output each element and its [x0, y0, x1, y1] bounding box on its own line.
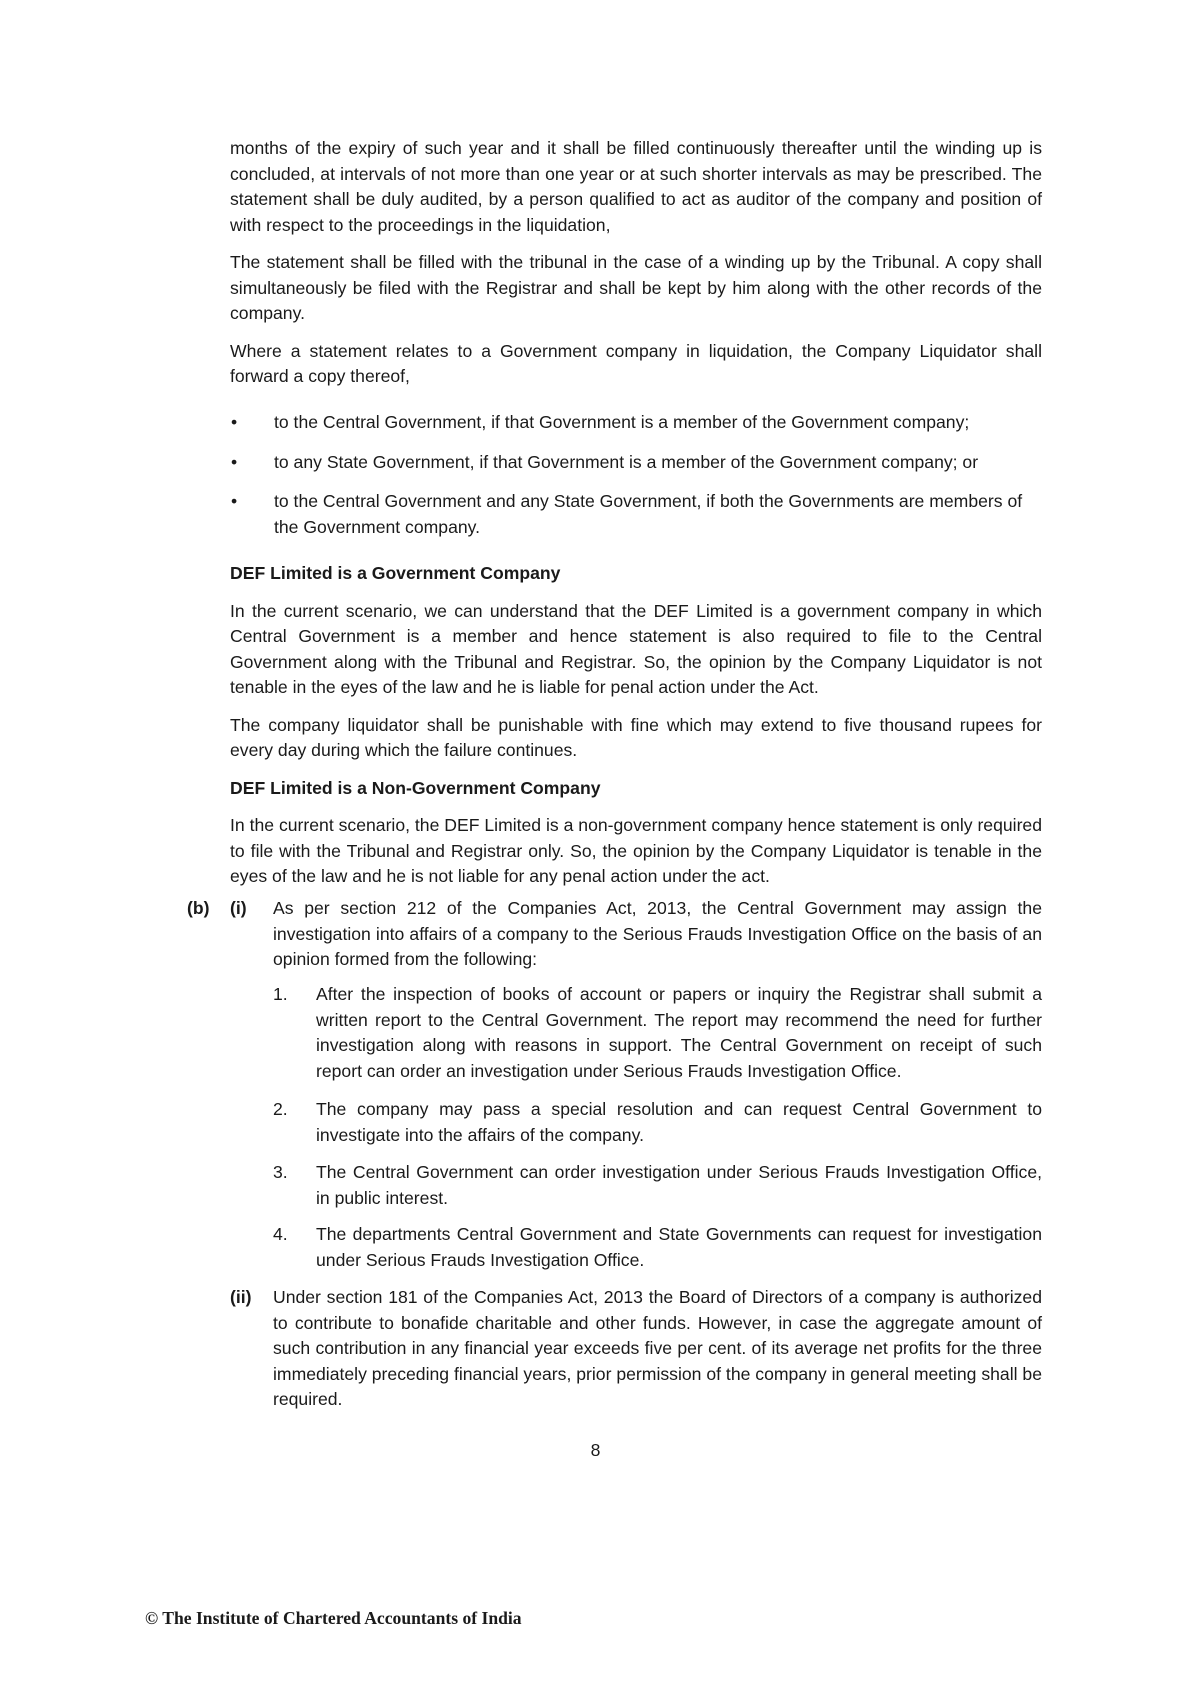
list-item [230, 410, 1042, 436]
item-text: The Central Government can order investigation under Serious Frauds Investigation Office, in public interest. [316, 1162, 1042, 1208]
part-b-i-label: (i) [230, 898, 247, 918]
intro-paragraph-2: The statement shall be filled with the tribunal in the case of a winding up by the Tribunal. A copy shall simultaneously be filed with the Registrar and shall be kept by him along with the other records of the company. [230, 252, 1042, 323]
section-heading: DEF Limited is a Non-Government Company [230, 777, 601, 798]
government-company-section [230, 561, 1042, 890]
item-number: 1. [273, 984, 288, 1004]
list-item [230, 489, 1042, 540]
list-item [316, 982, 1042, 1084]
bullet-text-3: to the Central Government and any State Government, if both the Governments are members of the Government company. [274, 491, 1023, 537]
intro-paragraph-1: months of the expiry of such year and it shall be filled continuously thereafter until the winding up is concluded, at intervals of not more than one year or at such shorter intervals as may be prescribed. The statement shall be duly audited, by a person qualified to act as auditor of the company and position of with respect to the proceedings in the liquidation, [230, 138, 1042, 235]
bullet-icon: • [231, 412, 238, 432]
gov-paragraph-2: The company liquidator shall be punishable with fine which may extend to five thousand rupees for every day during which the failure continues. [230, 714, 1042, 760]
list-item [316, 1160, 1042, 1211]
item-number: 2. [273, 1099, 288, 1119]
list-item [316, 1222, 1042, 1273]
intro-section [230, 136, 1042, 390]
bullet-text-1: to the Central Government, if that Government is a member of the Government company; [274, 412, 970, 432]
nongov-paragraph-1: In the current scenario, the DEF Limited is a non-government company hence statement is only required to file with the Tribunal and Registrar only. So, the opinion by the Company Liquidator is tenable in the eyes of the law and he is not liable for any penal action under the act. [230, 815, 1042, 886]
item-text: After the inspection of books of account or papers or inquiry the Registrar shall submit a written report to the Central Government. The report may recommend the need for further investigation along with reasons in support. The Central Government on receipt of such report can order an investigation under Serious Frauds Investigation Office. [316, 984, 1042, 1081]
part-b-ii-label: (ii) [230, 1287, 252, 1307]
part-b-ii-text: Under section 181 of the Companies Act, 2013 the Board of Directors of a company is authorized to contribute to bonafide charitable and other funds. However, in case the aggregate amount of such contribution in any financial year exceeds five per cent. of its average net profits for the three immediately preceding financial years, prior permission of the company in general meeting shall be required. [273, 1287, 1042, 1409]
section-heading: DEF Limited is a Government Company [230, 563, 561, 583]
intro-paragraph-3: Where a statement relates to a Government company in liquidation, the Company Liquidator shall forward a copy thereof, [230, 340, 1042, 386]
part-b-i-text-block [273, 896, 1042, 973]
list-item [230, 450, 1042, 476]
page-number: 8 [590, 1440, 601, 1460]
bullet-icon: • [231, 451, 238, 472]
item-text: The departments Central Government and State Governments can request for investigation under Serious Frauds Investigation Office. [316, 1224, 1042, 1270]
list-item [316, 1097, 1042, 1148]
item-number: 4. [273, 1224, 288, 1244]
bullet-icon: • [231, 491, 238, 511]
bullet-text-2: to any State Government, if that Government is a member of the Government company; or [274, 451, 979, 472]
footer-copyright: © The Institute of Chartered Accountants of India [145, 1608, 522, 1628]
item-text: The company may pass a special resolution and can request Central Government to investigate into the affairs of the company. [316, 1099, 1042, 1145]
gov-paragraph-1: In the current scenario, we can understand that the DEF Limited is a government company in which Central Government is a member and hence statement is also required to file to the Central Government along with the Tribunal and Registrar. So, the opinion by the Company Liquidator is not tenable in the eyes of the law and he is liable for penal action under the Act. [230, 600, 1042, 697]
part-b-i-text: As per section 212 of the Companies Act, 2013, the Central Government may assign the investigation into affairs of a company to the Serious Frauds Investigation Office on the basis of an opinion formed from the following: [273, 898, 1042, 969]
bullet-list [230, 410, 1042, 540]
part-b-label: (b) [187, 898, 210, 918]
part-b-ii-text-block [273, 1285, 1042, 1413]
item-number: 3. [273, 1162, 288, 1182]
